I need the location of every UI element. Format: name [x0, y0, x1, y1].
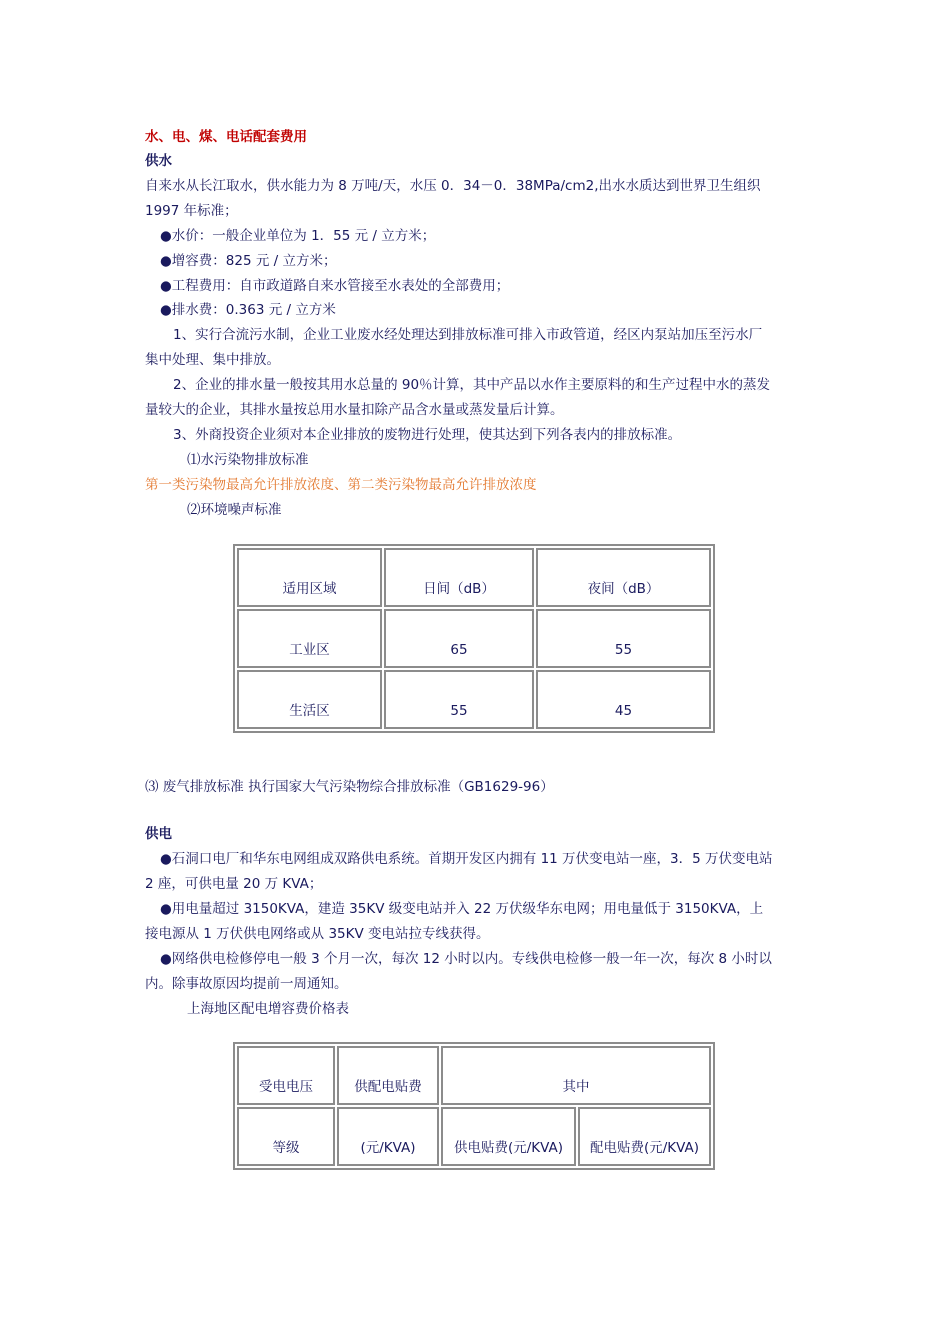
section-title-power: 供电: [145, 826, 172, 842]
water-bullet: ●工程费用：自市政道路自来水管接至水表处的全部费用；: [160, 278, 510, 294]
water-item1-line2: 集中处理、集中排放。: [145, 352, 280, 368]
table-cell: 等级: [237, 1107, 335, 1166]
water-item1-line1: 1、实行合流污水制，企业工业废水经处理达到排放标准可排入市政管道，经区内泵站加压至污水厂: [173, 327, 763, 343]
power-bullet2-line2: 接电源从 1 万伏供电网络或从 35KV 变电站拉专线获得。: [145, 926, 490, 942]
power-table-title: 上海地区配电增容费价格表: [187, 1001, 349, 1017]
table-header-cell: 适用区域: [237, 548, 382, 607]
table-header-cell: 受电电压: [237, 1046, 335, 1105]
table-cell: 65: [384, 609, 534, 668]
table-header-cell: 日间（dB）: [384, 548, 534, 607]
power-bullet1-line2: 2 座，可供电量 20 万 KVA；: [145, 876, 323, 892]
table-cell: 配电贴费(元/KVA): [578, 1107, 711, 1166]
water-item2-line2: 量较大的企业，其排水量按总用水量扣除产品含水量或蒸发量后计算。: [145, 402, 564, 418]
table-row: [237, 1046, 711, 1105]
table-row: [237, 670, 711, 729]
water-sub2: ⑵环境噪声标准: [187, 502, 282, 518]
table-cell: 45: [536, 670, 711, 729]
water-intro-line1: 自来水从长江取水，供水能力为 8 万吨/天，水压 0．34－0．38MPa/cm2,出水水质达到世界卫生组织: [145, 178, 761, 194]
page-heading: 水、电、煤、电话配套费用: [145, 129, 307, 145]
table-cell: (元/KVA): [337, 1107, 439, 1166]
table-row: [237, 1107, 711, 1166]
table-row: [237, 609, 711, 668]
water-bullet: ●水价：一般企业单位为 1．55 元 / 立方米；: [160, 228, 436, 244]
power-bullet3-line1: ●网络供电检修停电一般 3 个月一次，每次 12 小时以内。专线供电检修一般一年一次，每次 8 小时以: [160, 951, 772, 967]
water-item3: 3、外商投资企业须对本企业排放的废物进行处理，使其达到下列各表内的排放标准。: [173, 427, 682, 443]
water-intro-line2: 1997 年标准；: [145, 203, 238, 219]
table-header-cell: 夜间（dB）: [536, 548, 711, 607]
pollutant-standards-link[interactable]: 第一类污染物最高允许排放浓度、第二类污染物最高允许排放浓度: [145, 477, 537, 493]
noise-standard-table: [233, 544, 715, 733]
water-bullet: ●增容费：825 元 / 立方米；: [160, 253, 337, 269]
water-bullet: ●排水费：0.363 元 / 立方米: [160, 302, 336, 318]
table-cell: 供电贴费(元/KVA): [441, 1107, 576, 1166]
water-item2-line1: 2、企业的排水量一般按其用水总量的 90％计算，其中产品以水作主要原料的和生产过程中水的蒸发: [173, 377, 771, 393]
power-bullet3-line2: 内。除事故原因均提前一周通知。: [145, 976, 348, 992]
power-bullet1-line1: ●石洞口电厂和华东电网组成双路供电系统。首期开发区内拥有 11 万伏变电站一座，3．5 万伏变电站: [160, 851, 773, 867]
power-fee-table: [233, 1042, 715, 1170]
section-title-water: 供水: [145, 153, 172, 169]
power-bullet2-line1: ●用电量超过 3150KVA，建造 35KV 级变电站并入 22 万伏级华东电网；用电量低于 3150KVA，上: [160, 901, 764, 917]
table-row: [237, 548, 711, 607]
table-header-cell: 其中: [441, 1046, 711, 1105]
table-header-cell: 供配电贴费: [337, 1046, 439, 1105]
water-sub1: ⑴水污染物排放标准: [187, 452, 309, 468]
table-cell: 生活区: [237, 670, 382, 729]
table-cell: 55: [536, 609, 711, 668]
table-cell: 工业区: [237, 609, 382, 668]
gas-emission-line: ⑶ 废气排放标准 执行国家大气污染物综合排放标准（GB1629-96）: [145, 779, 554, 795]
table-cell: 55: [384, 670, 534, 729]
